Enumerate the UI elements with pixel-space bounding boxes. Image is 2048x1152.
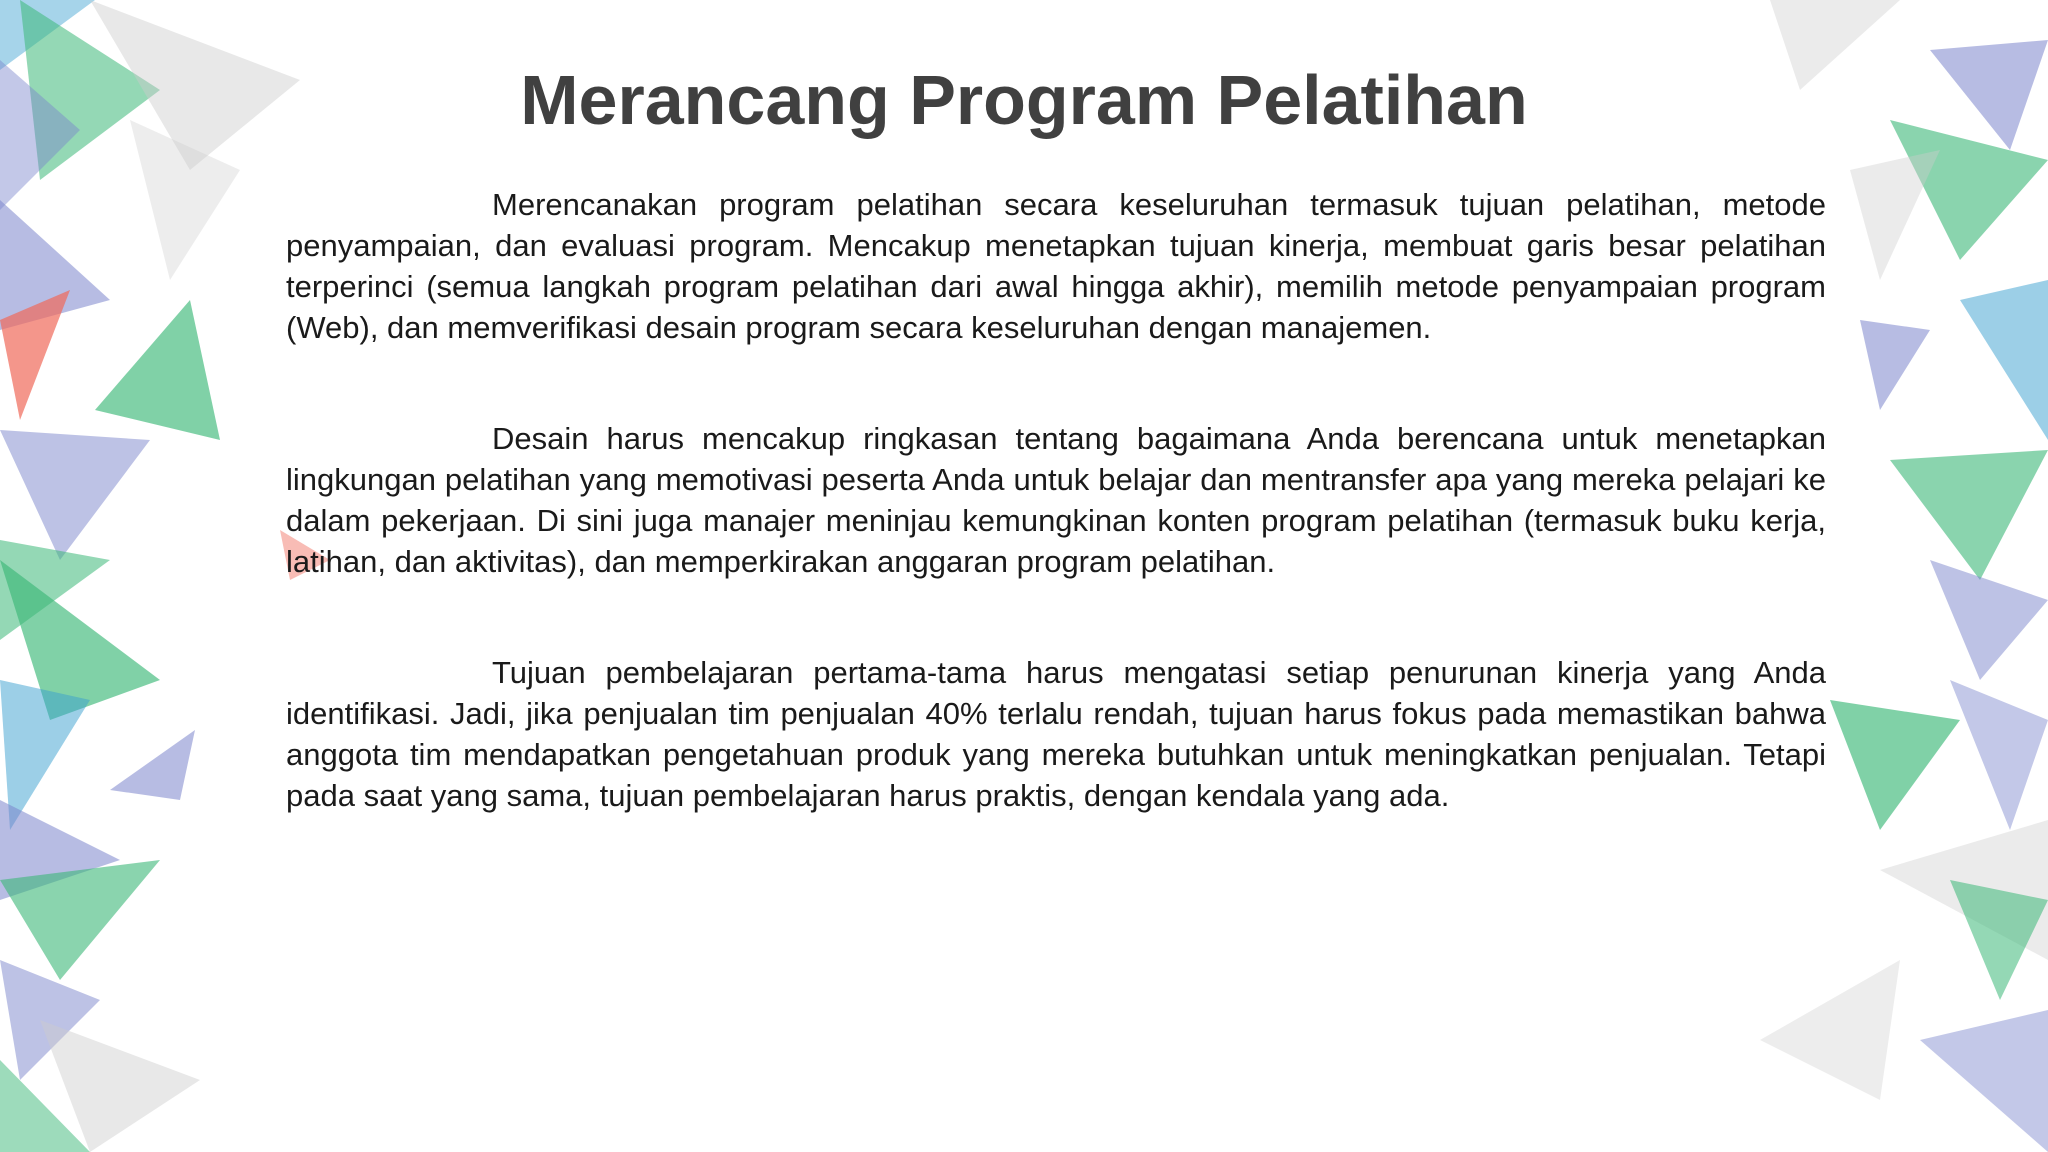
paragraph-2: Desain harus mencakup ringkasan tentang bagaimana Anda berencana untuk menetapkan lingkungan pelatihan yang memotivasi peserta Anda untuk belajar dan mentransfer apa yang mereka pelajari ke dalam pekerjaan. Di sini juga manajer meninjau kemungkinan konten program pelatihan (termasuk buku kerja, latihan, dan aktivitas), dan memperkirakan anggaran program pelatihan.	[286, 421, 1826, 579]
paragraph-3: Tujuan pembelajaran pertama-tama harus mengatasi setiap penurunan kinerja yang Anda identifikasi. Jadi, jika penjualan tim penjualan 40% terlalu rendah, tujuan harus fokus pada memastikan bahwa anggota tim mendapatkan pengetahuan produk yang mereka butuhkan untuk meningkatkan penjualan. Tetapi pada saat yang sama, tujuan pembelajaran harus praktis, dengan kendala yang ada.	[286, 655, 1826, 813]
paragraph-1: Merencanakan program pelatihan secara keseluruhan termasuk tujuan pelatihan, metode penyampaian, dan evaluasi program. Mencakup menetapkan tujuan kinerja, membuat garis besar pelatihan terperinci (semua langkah program pelatihan dari awal hingga akhir), memilih metode penyampaian program (Web), dan memverifikasi desain program secara keseluruhan dengan manajemen.	[286, 187, 1826, 345]
slide-title: Merancang Program Pelatihan	[520, 61, 1528, 139]
slide-body	[286, 184, 1826, 886]
